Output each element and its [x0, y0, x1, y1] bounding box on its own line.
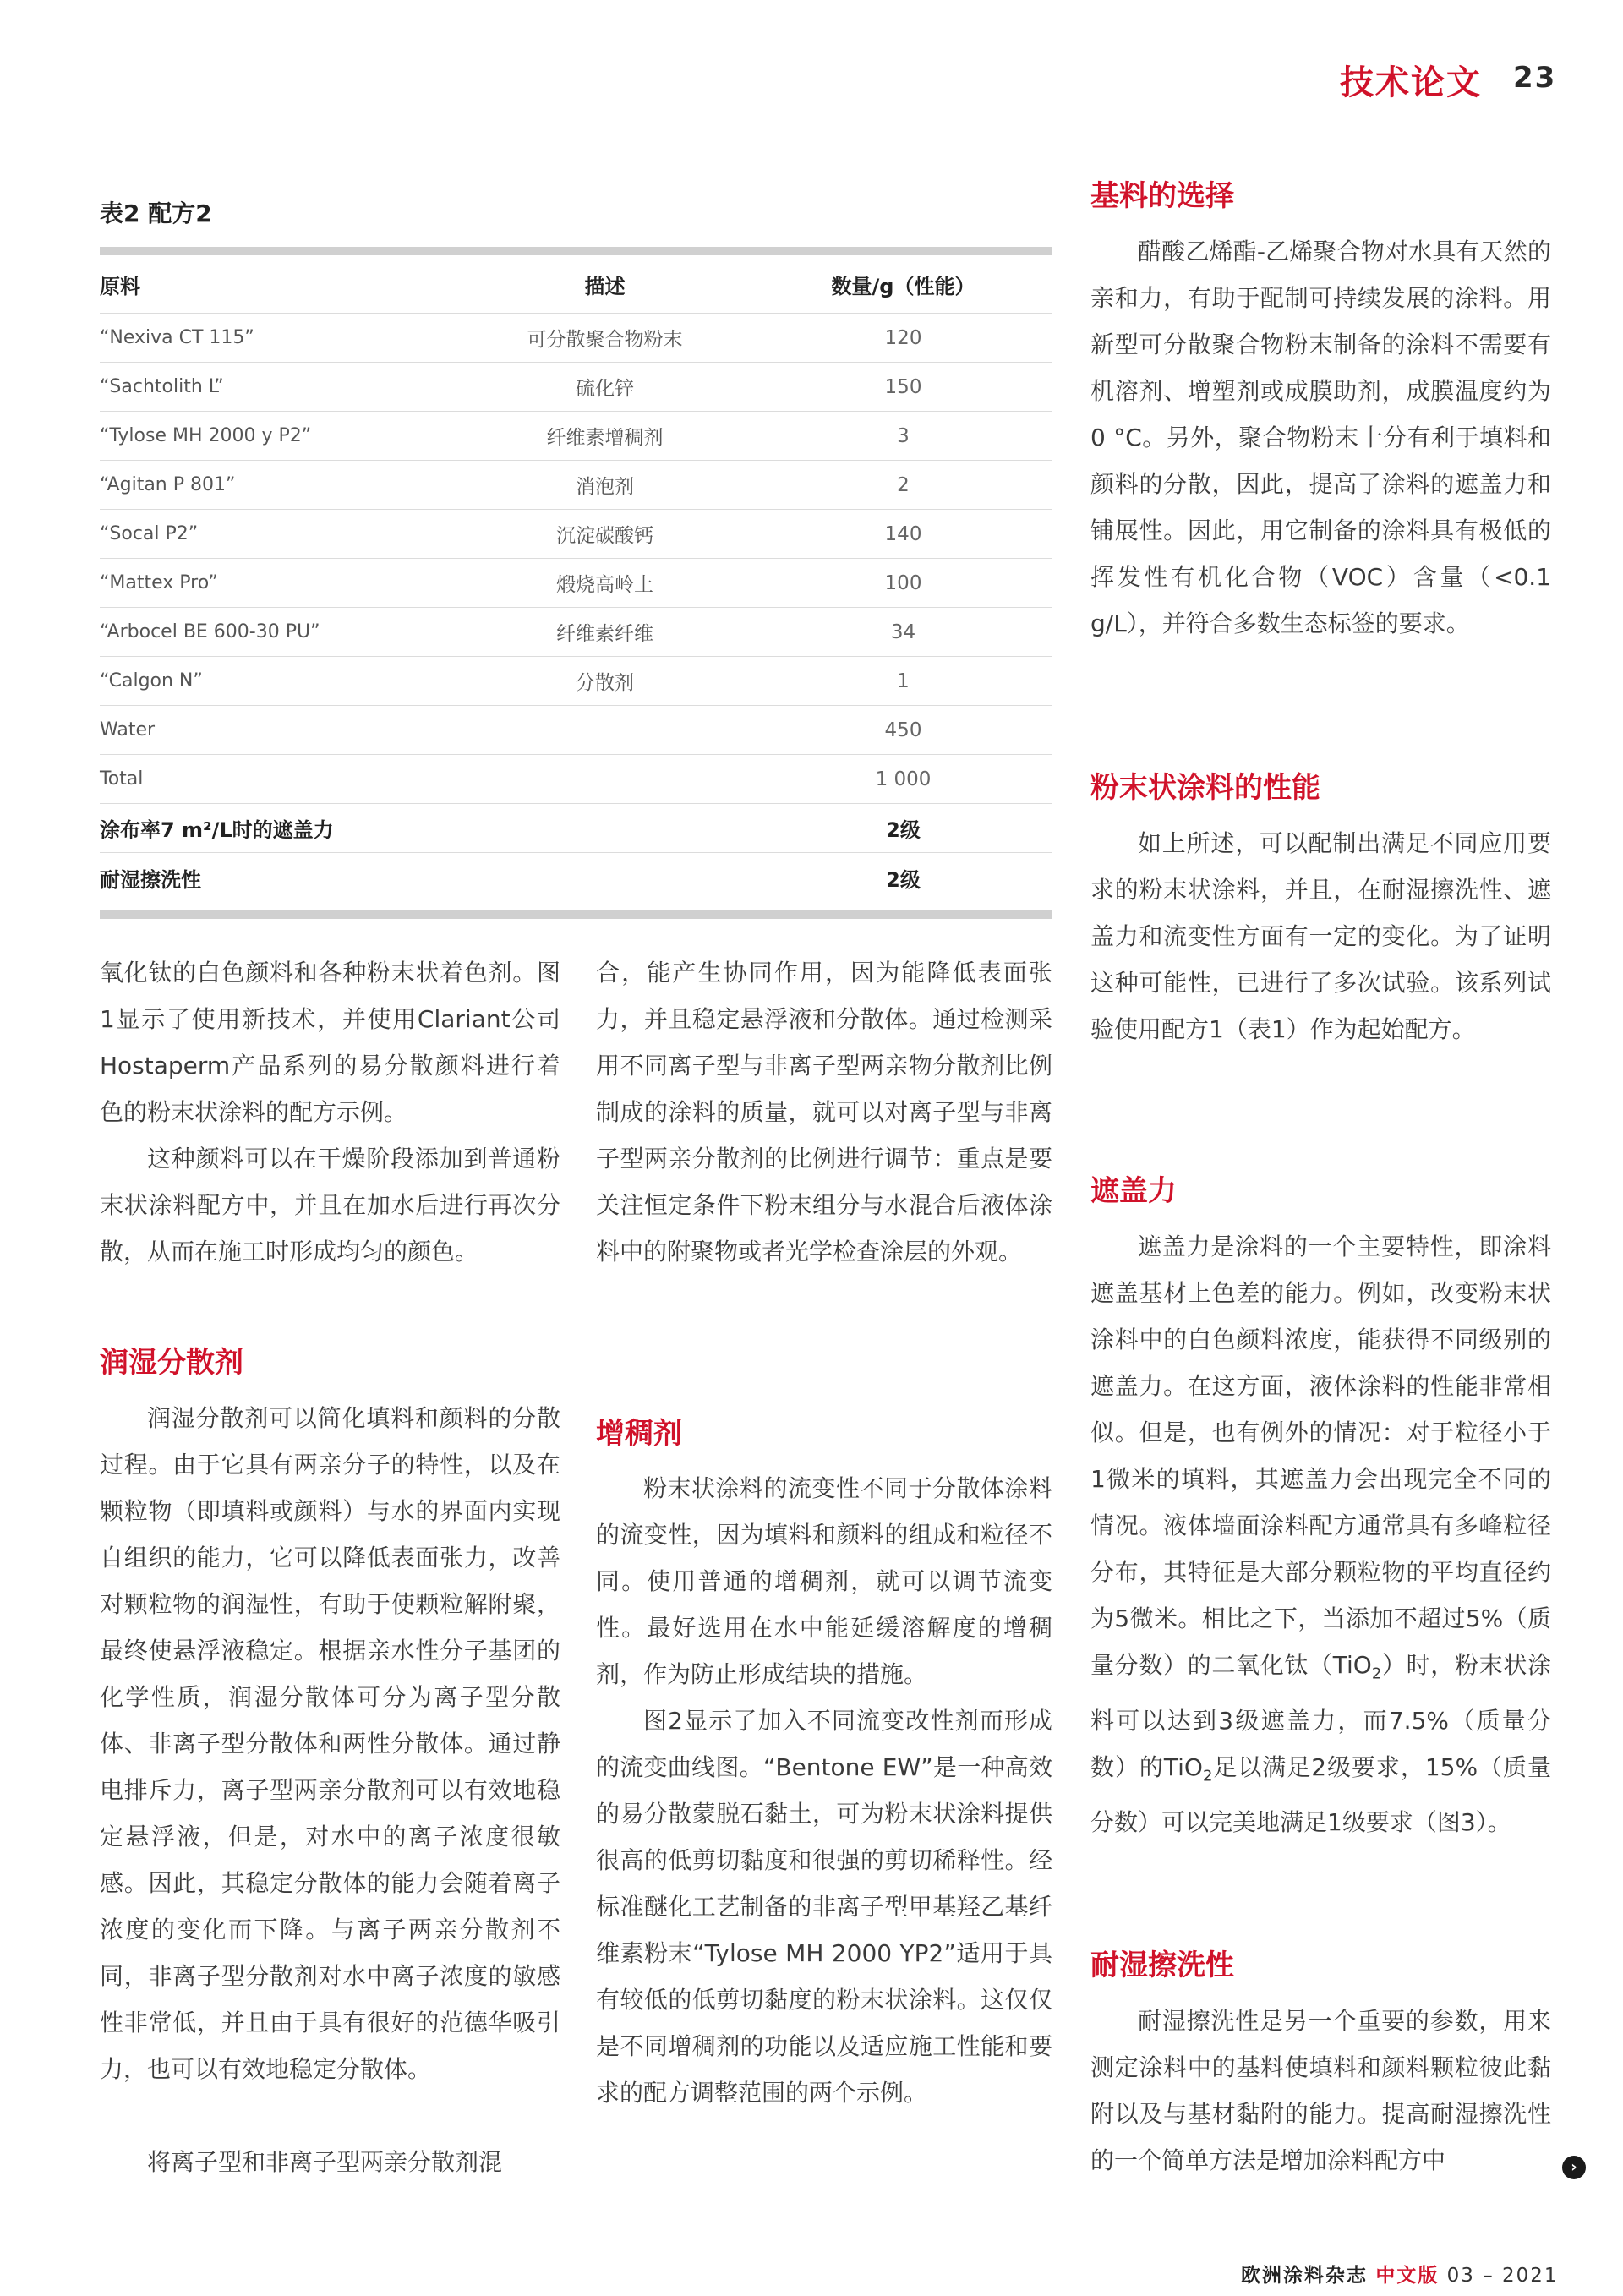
- table-cell: 纤维素增稠剂: [546, 427, 664, 449]
- issue-label: 03 – 2021: [1446, 2265, 1559, 2287]
- section-heading: 润湿分散剂: [100, 1346, 243, 1380]
- table-cell: 可分散聚合物粉末: [527, 329, 683, 351]
- table-cell: 分散剂: [576, 672, 634, 694]
- paragraph: 醋酸乙烯酯-乙烯聚合物对水具有天然的亲和力，有助于配制可持续发展的涂料。用新型可分散聚合物粉末制备的涂料不需要有机溶剂、增塑剂或成膜助剂，成膜温度约为0 °C。另外，聚合物粉末十分有利于填料和颜料的分散，因此，提高了涂料的遮盖力和铺展性。因此，用它制备的涂料具有极低的挥发性有机化合物（VOC）含量（<0.1 g/L），并符合多数生态标签的要求。: [1090, 238, 1551, 637]
- table-cell: 450: [884, 719, 922, 741]
- paragraph: [1090, 1223, 1551, 1845]
- table-cell: 100: [884, 571, 922, 594]
- section-heading: 遮盖力: [1090, 1174, 1177, 1208]
- table-header-cell: 描述: [584, 274, 626, 298]
- table-cell: 纤维素纤维: [556, 623, 653, 645]
- table-cell: “Arbocel BE 600-30 PU”: [100, 621, 320, 642]
- table-row: [100, 608, 1052, 657]
- table-row: [100, 412, 1052, 461]
- chevron-right-circle-icon: ›: [1562, 2156, 1586, 2179]
- paragraph: 粉末状涂料的流变性不同于分散体涂料的流变性，因为填料和颜料的组成和粒径不同。使用普通的增稠剂，就可以调节流变性。最好选用在水中能延缓溶解度的增稠剂，作为防止形成结块的措施。: [596, 1474, 1052, 1688]
- journal-name: 欧洲涂料杂志: [1241, 2265, 1368, 2287]
- table-cell: “Sachtolith L”: [100, 376, 224, 397]
- table-row: [100, 314, 1052, 363]
- table-cell: 硫化锌: [576, 378, 634, 400]
- paragraph: 耐湿擦洗性是另一个重要的参数，用来测定涂料中的基料使填料和颜料颗粒彼此黏附以及与基材黏附的能力。提高耐湿擦洗性的一个简单方法是增加涂料配方中: [1090, 2007, 1551, 2174]
- table-cell: 150: [884, 375, 922, 398]
- table-cell: 140: [884, 522, 922, 545]
- text-run: ）时，粉末状涂料可以达到3级遮盖力，而7.5%（质量分数）的TiO: [1090, 1651, 1551, 1781]
- formulation-table: [100, 255, 1052, 902]
- paragraph: 这种颜料可以在干燥阶段添加到普通粉末状涂料配方中，并且在加水后进行再次分散，从而在施工时形成均匀的颜色。: [100, 1145, 560, 1266]
- table-top-rule: [100, 247, 1052, 255]
- table-cell: “Nexiva CT 115”: [100, 327, 254, 348]
- table-cell: 1: [897, 670, 910, 692]
- table-header-cell: 数量/g（性能）: [831, 274, 975, 298]
- table-caption: 表2 配方2: [100, 200, 212, 227]
- paragraph: 将离子型和非离子型两亲分散剂混: [147, 2148, 503, 2176]
- table-row: [100, 559, 1052, 608]
- table-cell: 沉淀碳酸钙: [556, 525, 653, 547]
- table-row: [100, 510, 1052, 559]
- table-cell: 涂布率7 m²/L时的遮盖力: [100, 818, 334, 842]
- subscript: 2: [1371, 1665, 1382, 1683]
- table-row: [100, 657, 1052, 706]
- table-bottom-rule: [100, 910, 1052, 919]
- table-cell: 耐湿擦洗性: [100, 867, 201, 892]
- paragraph: 润湿分散剂可以简化填料和颜料的分散过程。由于它具有两亲分子的特性，以及在颗粒物（即填料或颜料）与水的界面内实现自组织的能力，它可以降低表面张力，改善对颗粒物的润湿性，有助于使颗粒解附聚，最终使悬浮液稳定。根据亲水性分子基团的化学性质，润湿分散体可分为离子型分散体、非离子型分散体和两性分散体。通过静电排斥力，离子型两亲分散剂可以有效地稳定悬浮液，但是，对水中的离子浓度很敏感。因此，其稳定分散体的能力会随着离子浓度的变化而下降。与离子两亲分散剂不同，非离子型分散剂对水中离子浓度的敏感性非常低，并且由于具有很好的范德华吸引力，也可以有效地稳定分散体。: [100, 1404, 560, 2083]
- section-heading: 基料的选择: [1090, 179, 1234, 213]
- table-cell: Water: [100, 719, 156, 741]
- subscript: 2: [1202, 1767, 1213, 1785]
- table-summary-row: [100, 853, 1052, 902]
- table-header-cell: 原料: [100, 274, 140, 298]
- table-header-row: [100, 255, 1052, 314]
- table-cell: 3: [897, 424, 910, 447]
- paragraph: 如上所述，可以配制出满足不同应用要求的粉末状涂料，并且，在耐湿擦洗性、遮盖力和流变性方面有一定的变化。为了证明这种可能性，已进行了多次试验。该系列试验使用配方1（表1）作为起始配方。: [1090, 829, 1551, 1043]
- table-cell: 1 000: [875, 768, 932, 790]
- table-row: [100, 755, 1052, 804]
- footer: [1241, 2260, 1559, 2288]
- paragraph: 图2显示了加入不同流变改性剂而形成的流变曲线图。“Bentone EW”是一种高效的易分散蒙脱石黏土，可为粉末状涂料提供很高的低剪切黏度和很强的剪切稀释性。经标准醚化工艺制备的非离子型甲基羟乙基纤维素粉末“Tylose MH 2000 YP2”适用于具有较低的低剪切黏度的粉末状涂料。这仅仅是不同增稠剂的功能以及适应施工性能和要求的配方调整范围的两个示例。: [596, 1707, 1052, 2107]
- edition-label: 中文版: [1375, 2265, 1440, 2287]
- table-cell: 2级: [886, 818, 921, 842]
- text-run: 遮盖力是涂料的一个主要特性，即涂料遮盖基材上色差的能力。例如，改变粉末状涂料中的白色颜料浓度，能获得不同级别的遮盖力。在这方面，液体涂料的性能非常相似。但是，也有例外的情况：对于粒径小于1微米的填料，其遮盖力会出现完全不同的情况。液体墙面涂料配方通常具有多峰粒径分布，其特征是大部分颗粒物的平均直径约为5微米。相比之下，当添加不超过5%（质量分数）的二氧化钛（TiO: [1090, 1233, 1551, 1679]
- table-cell: “Mattex Pro”: [100, 572, 218, 593]
- table-cell: “Tylose MH 2000 y P2”: [100, 425, 312, 446]
- section-heading: 增稠剂: [596, 1417, 682, 1451]
- table-cell: “Calgon N”: [100, 670, 203, 692]
- table-cell: 煅烧高岭土: [556, 574, 653, 596]
- page-number: 23: [1513, 61, 1557, 95]
- table-row: [100, 461, 1052, 510]
- table-cell: 120: [884, 326, 922, 349]
- paragraph: 合，能产生协同作用，因为能降低表面张力，并且稳定悬浮液和分散体。通过检测采用不同离子型与非离子型两亲物分散剂比例制成的涂料的质量，就可以对离子型与非离子型两亲分散剂的比例进行调节：重点是要关注恒定条件下粉末组分与水混合后液体涂料中的附聚物或者光学检查涂层的外观。: [596, 959, 1052, 1266]
- table-cell: “Socal P2”: [100, 523, 199, 544]
- table-summary-row: [100, 804, 1052, 853]
- table-row: [100, 363, 1052, 412]
- table-cell: 34: [890, 620, 916, 643]
- table-cell: “Agitan P 801”: [100, 474, 236, 495]
- section-heading: 粉末状涂料的性能: [1090, 771, 1320, 805]
- section-heading: 耐湿擦洗性: [1090, 1949, 1234, 1982]
- text-run: 足以满足2级要求，15%（质量分数）可以完美地满足1级要求（图3）。: [1090, 1752, 1551, 1837]
- table-cell: 2: [897, 473, 910, 496]
- table-cell: Total: [100, 768, 144, 790]
- section-title: 技术论文: [1340, 63, 1482, 102]
- paragraph: 氧化钛的白色颜料和各种粉末状着色剂。图1显示了使用新技术，并使用Clariant公司Hostaperm产品系列的易分散颜料进行着色的粉末状涂料的配方示例。: [100, 959, 560, 1126]
- table-cell: 2级: [886, 867, 921, 892]
- table-row: [100, 706, 1052, 755]
- table-cell: 消泡剂: [576, 476, 634, 498]
